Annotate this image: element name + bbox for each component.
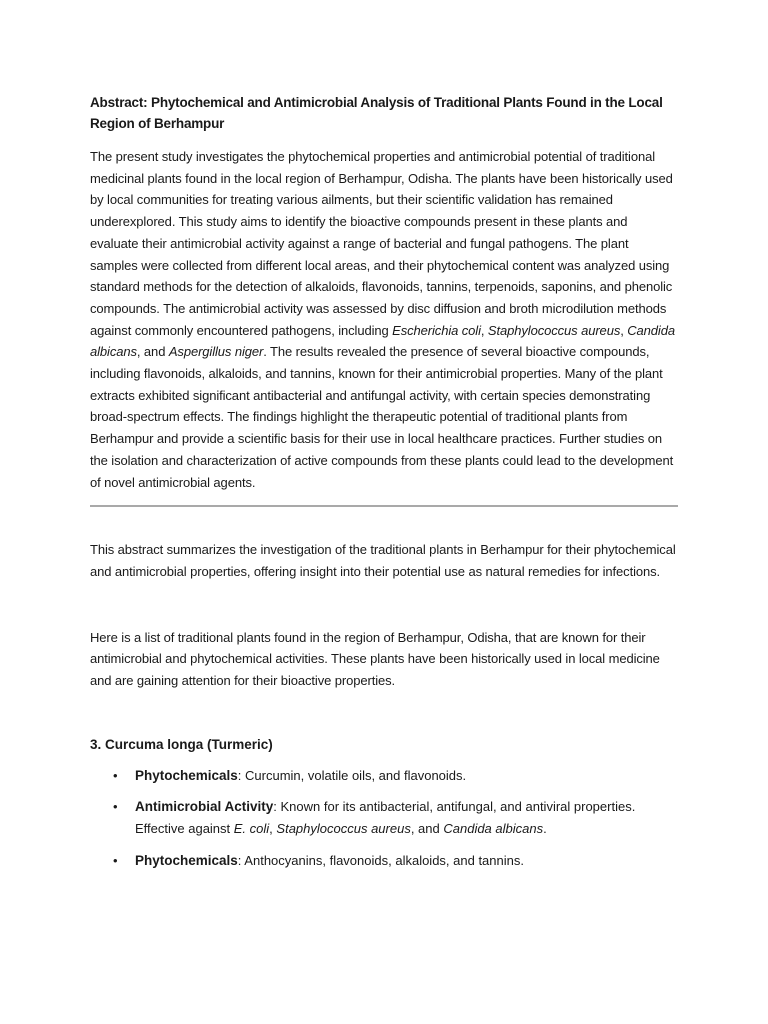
bullet-icon: • [113, 799, 118, 815]
bullet-icon: • [113, 852, 118, 868]
list-item [90, 850, 678, 872]
abstract-text-end: . The results revealed the presence of several bioactive compounds, including flavonoids, alkaloids, and tannins, known for their antimicrobial properties. Many of the plant extracts exhibited significant antibacterial and antifungal activity, with certain species demonstrating broad-spectrum effects. The findings highlight the therapeutic potential of traditional plants from Berhampur and provide a scientific basis for their use in local healthcare practices. Further studies on the isolation and characterization of active compounds from these plants could lead to the development of novel antimicrobial agents. [90, 344, 674, 490]
section-heading-curcuma-longa: 3. Curcuma longa (Turmeric) [90, 736, 273, 752]
separator: , and [136, 344, 169, 360]
horizontal-divider [90, 505, 678, 507]
separator: , [620, 322, 628, 338]
item-text: : Anthocyanins, flavonoids, alkaloids, and tannins. [237, 852, 524, 868]
item-label: Phytochemicals [135, 767, 238, 783]
plant-properties-list [90, 765, 678, 872]
summary-paragraph: This abstract summarizes the investigation of the traditional plants in Berhampur for their phytochemical and antimicrobial properties, offering insight into their potential use as natural remedies for infections. [90, 542, 676, 579]
separator: , [480, 322, 488, 338]
item-text: : Curcumin, volatile oils, and flavonoids. [237, 767, 467, 783]
abstract-paragraph [90, 146, 678, 493]
organism-e-coli: E. coli [233, 821, 270, 837]
separator: , and [410, 821, 444, 837]
separator: , [269, 821, 277, 837]
item-label: Antimicrobial Activity [135, 799, 274, 815]
organism-candida-albicans: Candida albicans [443, 821, 544, 837]
document-page [90, 92, 678, 882]
organism-candida-albicans: Candida albicans [90, 322, 675, 360]
bullet-icon: • [113, 767, 118, 783]
organism-staphylococcus-aureus: Staphylococcus aureus [276, 821, 411, 837]
item-label: Phytochemicals [135, 852, 238, 868]
abstract-title: Abstract: Phytochemical and Antimicrobial Analysis of Traditional Plants Found in the Local Region of Berhampur [90, 95, 663, 131]
list-item [90, 765, 678, 787]
organism-staphylococcus-aureus: Staphylococcus aureus [487, 322, 621, 338]
item-text: : Known for its antibacterial, antifungal, and antiviral properties. Effective against [135, 799, 636, 837]
list-item [90, 796, 678, 839]
separator: . [543, 821, 547, 837]
list-intro-paragraph: Here is a list of traditional plants found in the region of Berhampur, Odisha, that are known for their antimicrobial and phytochemical activities. These plants have been historically used in local medicine and are gaining attention for their bioactive properties. [90, 629, 660, 689]
abstract-text-start: The present study investigates the phytochemical properties and antimicrobial potential of traditional medicinal plants found in the local region of Berhampur, Odisha. The plants have been historically used by local communities for treating various ailments, but their scientific validation has remained underexplored. This study aims to identify the bioactive compounds present in these plants and evaluate their antimicrobial activity against a range of bacterial and fungal pathogens. The plant samples were collected from different local areas, and their phytochemical content was analyzed using standard methods for the detection of alkaloids, flavonoids, tannins, terpenoids, saponins, and phenolic compounds. The antimicrobial activity was assessed by disc diffusion and broth microdilution methods against commonly encountered pathogens, including [90, 149, 673, 338]
organism-escherichia-coli: Escherichia coli [392, 322, 481, 338]
organism-aspergillus-niger: Aspergillus niger [168, 344, 264, 360]
